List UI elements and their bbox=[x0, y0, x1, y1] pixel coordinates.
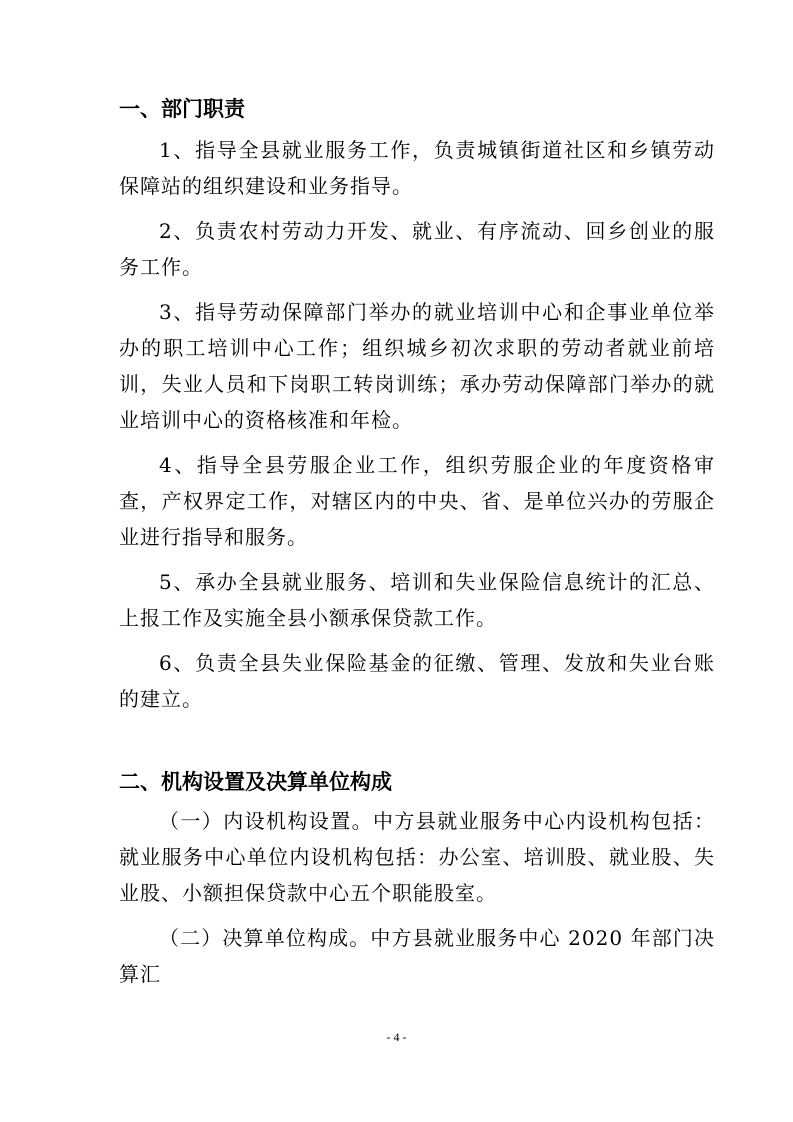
organization-paragraph-1: （一）内设机构设置。中方县就业服务中心内设机构包括：就业服务中心单位内设机构包括：办公室、培训股、就业股、失业股、小额担保贷款中心五个职能股室。 bbox=[119, 809, 715, 905]
section-heading-organization: 二、机构设置及决算单位构成 bbox=[119, 770, 392, 794]
duty-paragraph-5: 5、承办全县就业服务、培训和失业保险信息统计的汇总、上报工作及实施全县小额承保贷款工作。 bbox=[119, 570, 715, 630]
duty-paragraph-3: 3、指导劳动保障部门举办的就业培训中心和企事业单位举办的职工培训中心工作；组织城乡初次求职的劳动者就业前培训，失业人员和下岗职工转岗训练；承办劳动保障部门举办的就业培训中心的资格核准和年检。 bbox=[119, 300, 715, 432]
organization-paragraph-2: （二）决算单位构成。中方县就业服务中心 2020 年部门决算汇 bbox=[119, 926, 715, 986]
duty-paragraph-4: 4、指导全县劳服企业工作，组织劳服企业的年度资格审查，产权界定工作，对辖区内的中央、省、是单位兴办的劳服企业进行指导和服务。 bbox=[119, 453, 715, 549]
page-content bbox=[119, 90, 715, 992]
duty-paragraph-2: 2、负责农村劳动力开发、就业、有序流动、回乡创业的服务工作。 bbox=[119, 219, 715, 279]
duty-paragraph-1: 1、指导全县就业服务工作，负责城镇街道社区和乡镇劳动保障站的组织建设和业务指导。 bbox=[119, 138, 715, 198]
section-heading-department-duties: 一、部门职责 bbox=[119, 97, 245, 121]
page-number: - 4 - bbox=[386, 1030, 407, 1044]
duty-paragraph-6: 6、负责全县失业保险基金的征缴、管理、发放和失业台账的建立。 bbox=[119, 651, 715, 711]
